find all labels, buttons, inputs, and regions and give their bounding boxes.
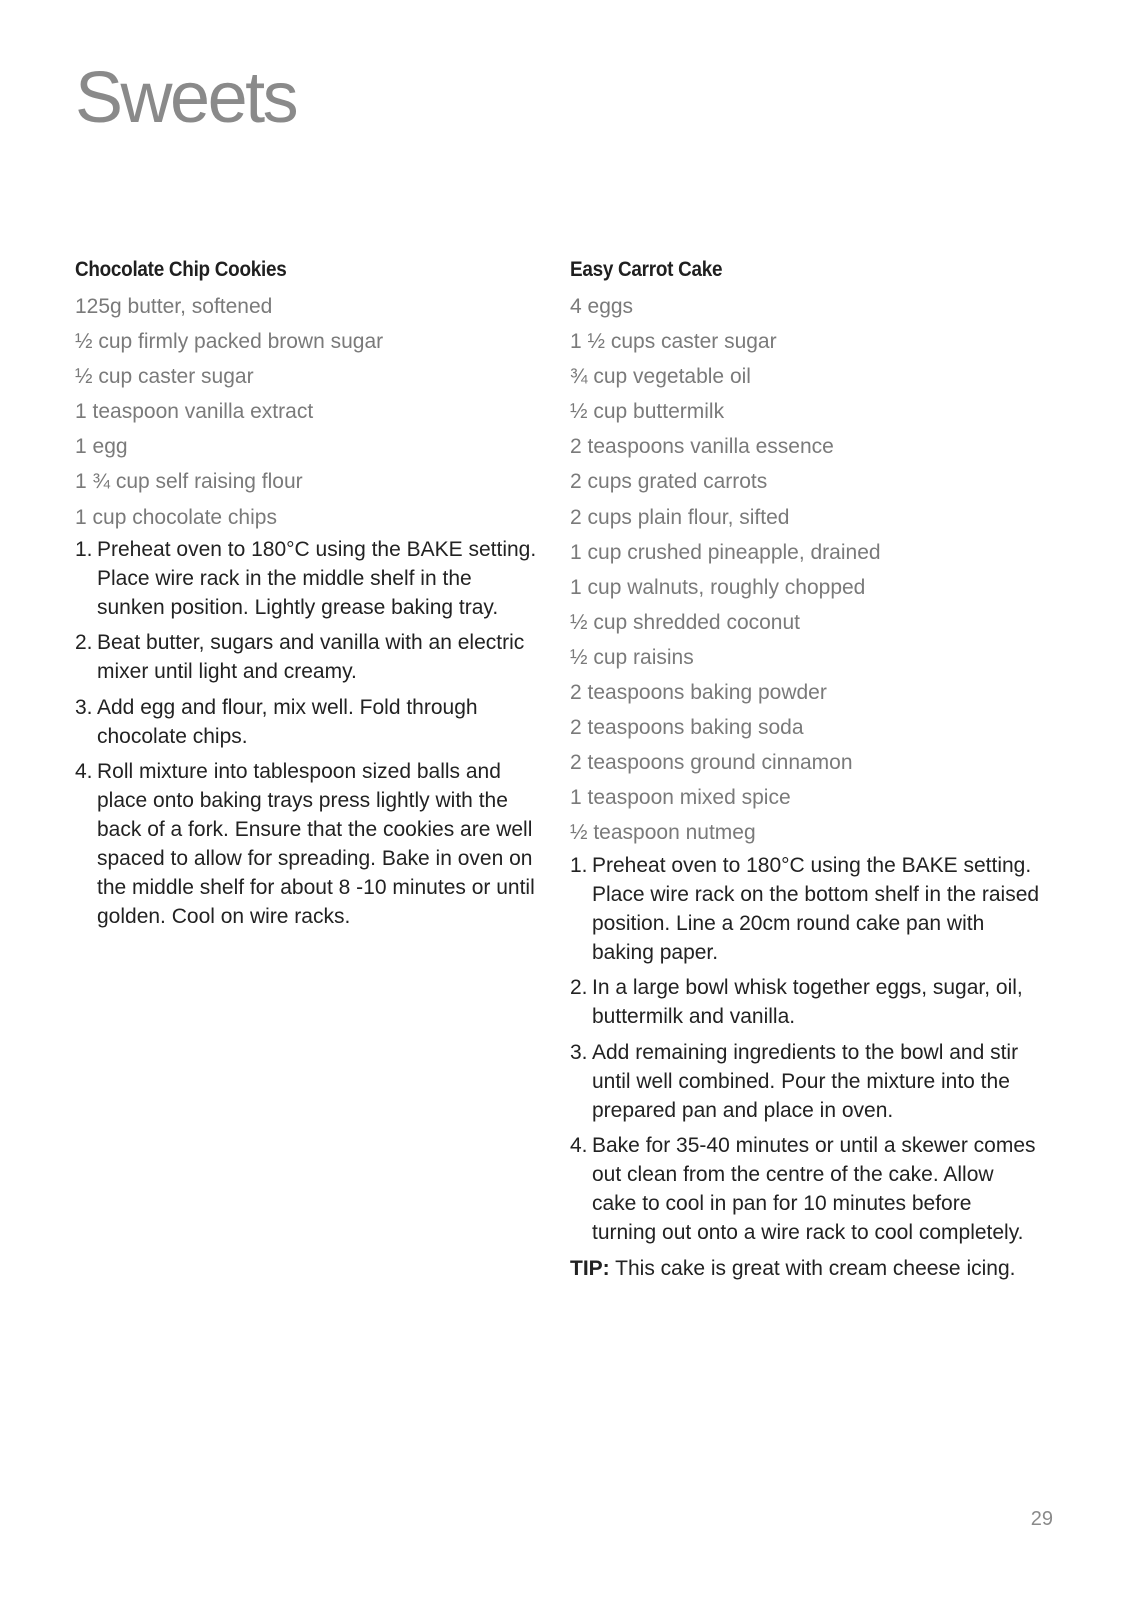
step-number: 4. [75,760,93,784]
ingredient-item: 2 cups grated carrots [570,470,768,494]
ingredient-item: 2 teaspoons vanilla essence [570,435,834,459]
ingredient-item: 2 teaspoons ground cinnamon [570,751,853,775]
ingredient-item: 1 egg [75,435,128,459]
method-step [570,1038,1040,1125]
step-number: 3. [570,1040,588,1064]
ingredient-item: 2 teaspoons baking powder [570,681,827,705]
ingredient-item: ½ cup buttermilk [570,400,725,424]
ingredient-item: 1 cup chocolate chips [75,505,277,529]
recipe-easy-carrot-cake [570,254,1040,1283]
step-number: 3. [75,695,93,719]
method-step [570,1131,1040,1247]
ingredient-item: 1 ½ cups caster sugar [570,330,777,354]
step-text: Preheat oven to 180°C using the BAKE setting. Place wire rack on the bottom shelf in the raised position. Line a 20cm round cake pan with baking paper. [592,853,1040,964]
recipe-chocolate-chip-cookies [75,254,545,938]
step-text: Add remaining ingredients to the bowl and stir until well combined. Pour the mixture into the prepared pan and place in oven. [592,1040,1019,1122]
ingredient-item: ½ cup shredded coconut [570,610,800,634]
ingredient-item: 1 teaspoon mixed spice [570,786,791,810]
ingredient-item: ¾ cup vegetable oil [570,365,751,389]
tip-label: TIP: [570,1256,610,1280]
ingredient-item: ½ cup firmly packed brown sugar [75,330,384,354]
step-number: 1. [570,853,588,877]
ingredient-item: 2 cups plain flour, sifted [570,505,790,529]
method-step [75,693,545,751]
step-number: 2. [75,631,93,655]
step-number: 2. [570,976,588,999]
page-number: 29 [1030,1508,1053,1530]
method-step [570,973,1040,1031]
ingredient-item: 1 ¾ cup self raising flour [75,470,303,494]
ingredient-item: 2 teaspoons baking soda [570,716,804,740]
tip-text: This cake is great with cream cheese icing. [615,1256,1016,1280]
ingredient-item: 1 cup walnuts, roughly chopped [570,575,866,599]
step-text: Roll mixture into tablespoon sized balls and place onto baking trays press lightly with the back of a fork. Ensure that the cookies are well spaced to allow for spreading. Bake in oven on the middle shelf for about 8 -10 minutes or until golden. Cool on wire racks. [97,760,535,929]
method-steps [75,535,545,932]
ingredient-item: ½ cup caster sugar [75,365,254,389]
ingredient-list [570,289,1040,851]
step-text: Beat butter, sugars and vanilla with an electric mixer until light and creamy. [97,631,525,684]
ingredient-list [75,289,545,535]
method-step [75,535,545,622]
method-step [75,628,545,686]
ingredient-item: 1 teaspoon vanilla extract [75,400,314,424]
step-text: In a large bowl whisk together eggs, sugar, oil, buttermilk and vanilla. [592,976,1023,1028]
method-step [570,851,1040,967]
tip [570,1254,1040,1283]
method-step [75,757,545,931]
step-number: 1. [75,537,93,561]
ingredient-item: 1 cup crushed pineapple, drained [570,540,881,564]
step-text: Bake for 35-40 minutes or until a skewer comes out clean from the centre of the cake. Allow cake to cool in pan for 10 minutes before turning out onto a wire rack to cool completely. [592,1134,1036,1244]
ingredient-item: ½ cup raisins [570,645,694,669]
ingredient-item: 4 eggs [570,295,634,318]
ingredient-item: ½ teaspoon nutmeg [570,821,756,845]
step-text: Preheat oven to 180°C using the BAKE setting. Place wire rack in the middle shelf in the sunken position. Lightly grease baking tray. [97,537,537,619]
page-title: Sweets [75,58,297,138]
recipe-title: Chocolate Chip Cookies [75,258,287,281]
recipe-title: Easy Carrot Cake [570,258,723,281]
ingredient-item: 125g butter, softened [75,295,273,318]
step-text: Add egg and flour, mix well. Fold through chocolate chips. [97,695,478,748]
step-number: 4. [570,1134,588,1157]
method-steps [570,851,1040,1248]
